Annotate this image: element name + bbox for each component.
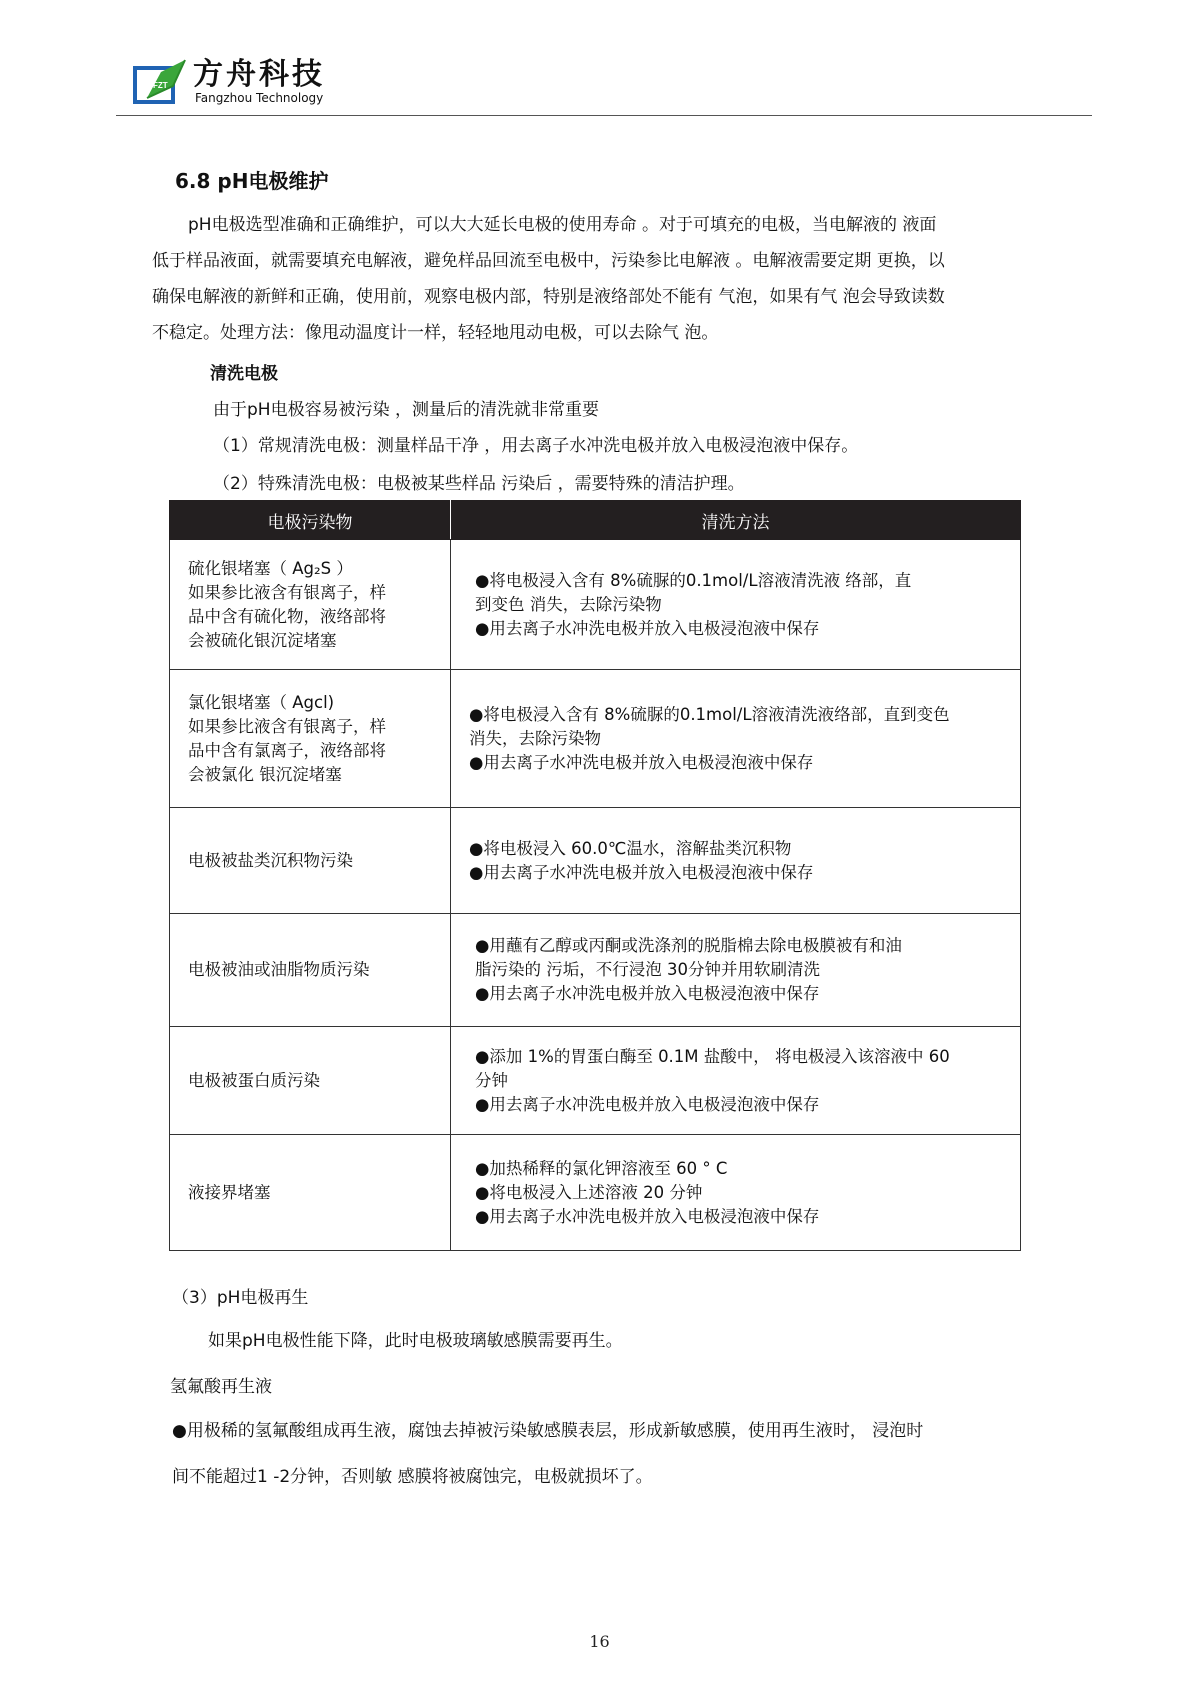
cleaning-heading: 清洗电极 bbox=[210, 364, 278, 384]
contaminant-line: 会被氯化 银沉淀堵塞 bbox=[188, 764, 342, 784]
table-header-row bbox=[170, 501, 1021, 540]
table-row bbox=[170, 670, 1021, 808]
method-cell bbox=[451, 808, 1021, 914]
method-line: ●将电极浸入上述溶液 20 分钟 bbox=[475, 1182, 703, 1202]
method-line: ●将电极浸入 60.0℃温水，溶解盐类沉积物 bbox=[469, 838, 792, 858]
svg-text:FZT: FZT bbox=[153, 81, 168, 90]
method-cell bbox=[451, 540, 1021, 670]
method-line: 消失，去除污染物 bbox=[469, 728, 601, 748]
column-header-method: 清洗方法 bbox=[451, 501, 1021, 540]
company-name-cn: 方舟科技 bbox=[193, 57, 325, 92]
method-line: ●用去离子水冲洗电极并放入电极浸泡液中保存 bbox=[475, 1094, 820, 1114]
header-divider bbox=[116, 115, 1092, 116]
method-line: ●添加 1%的胃蛋白酶至 0.1M 盐酸中， 将电极浸入该溶液中 60 bbox=[475, 1046, 950, 1066]
contaminant-line: 液接界堵塞 bbox=[188, 1182, 271, 1202]
cleaning-methods-table bbox=[169, 500, 1021, 1251]
contaminant-cell bbox=[170, 1027, 451, 1135]
contaminant-cell bbox=[170, 808, 451, 914]
method-line: ●用去离子水冲洗电极并放入电极浸泡液中保存 bbox=[475, 984, 820, 1003]
intro-line-1: pH电极选型准确和正确维护，可以大大延长电极的使用寿命 。对于可填充的电极，当电解液的 液面 bbox=[188, 215, 937, 235]
section-title: 6.8 pH电极维护 bbox=[175, 169, 329, 193]
column-header-contaminant: 电极污染物 bbox=[170, 501, 451, 540]
method-line: ●用去离子水冲洗电极并放入电极浸泡液中保存 bbox=[469, 862, 814, 882]
company-name-en: Fangzhou Technology bbox=[195, 91, 324, 105]
contaminant-cell bbox=[170, 670, 451, 808]
contaminant-line: 品中含有硫化物，液络部将 bbox=[188, 606, 386, 626]
method-line: 分钟 bbox=[475, 1070, 508, 1090]
contaminant-line: 品中含有氯离子，液络部将 bbox=[188, 740, 386, 760]
contaminant-line: 硫化银堵塞（ Ag₂S ） bbox=[188, 558, 353, 578]
table-row bbox=[170, 914, 1021, 1027]
method-cell bbox=[451, 1135, 1021, 1251]
regeneration-line: 如果pH电极性能下降，此时电极玻璃敏感膜需要再生。 bbox=[208, 1331, 623, 1351]
method-line: ●用蘸有乙醇或丙酮或洗涤剂的脱脂棉去除电极膜被有和油 bbox=[475, 936, 902, 955]
method-line: 到变色 消失，去除污染物 bbox=[475, 594, 662, 614]
method-line: ●用去离子水冲洗电极并放入电极浸泡液中保存 bbox=[475, 618, 820, 638]
method-cell bbox=[451, 670, 1021, 808]
hf-solution-heading: 氢氟酸再生液 bbox=[170, 1377, 272, 1397]
regeneration-heading: （3）pH电极再生 bbox=[172, 1288, 309, 1308]
method-line: ●用去离子水冲洗电极并放入电极浸泡液中保存 bbox=[469, 752, 814, 772]
contaminant-line: 会被硫化银沉淀堵塞 bbox=[188, 630, 337, 650]
company-logo bbox=[133, 56, 463, 108]
method-cell bbox=[451, 914, 1021, 1027]
contaminant-cell bbox=[170, 540, 451, 670]
table-row bbox=[170, 540, 1021, 670]
intro-line-3: 确保电解液的新鲜和正确，使用前，观察电极内部，特别是液络部处不能有 气泡，如果有气 泡会导致读数 bbox=[152, 287, 945, 307]
page-number: 16 bbox=[589, 1632, 610, 1651]
table-row bbox=[170, 808, 1021, 914]
method-line: ●用去离子水冲洗电极并放入电极浸泡液中保存 bbox=[475, 1206, 820, 1226]
method-line: ●将电极浸入含有 8%硫脲的0.1mol/L溶液清洗液 络部，直 bbox=[475, 570, 912, 590]
hf-bullet-line-2: 间不能超过1 -2分钟，否则敏 感膜将被腐蚀完，电极就损坏了。 bbox=[172, 1467, 653, 1487]
contaminant-line: 电极被油或油脂物质污染 bbox=[188, 960, 370, 979]
method-line: ●加热稀释的氯化钾溶液至 60 ° C bbox=[475, 1158, 728, 1178]
table-row bbox=[170, 1027, 1021, 1135]
contaminant-line: 如果参比液含有银离子，样 bbox=[188, 582, 386, 602]
table-row bbox=[170, 1135, 1021, 1251]
contaminant-line: 电极被盐类沉积物污染 bbox=[188, 850, 353, 870]
cleaning-line-2: （1）常规清洗电极：测量样品干净 ，用去离子水冲洗电极并放入电极浸泡液中保存。 bbox=[213, 436, 859, 456]
fzt-logo-icon bbox=[133, 58, 191, 106]
contaminant-line: 如果参比液含有银离子，样 bbox=[188, 716, 386, 736]
contaminant-line: 电极被蛋白质污染 bbox=[188, 1070, 320, 1090]
cleaning-line-1: 由于pH电极容易被污染 ，测量后的清洗就非常重要 bbox=[213, 400, 599, 420]
hf-bullet-line-1: ●用极稀的氢氟酸组成再生液，腐蚀去掉被污染敏感膜表层，形成新敏感膜，使用再生液时， 浸泡时 bbox=[172, 1421, 924, 1441]
cleaning-line-3: （2）特殊清洗电极：电极被某些样品 污染后 ，需要特殊的清洁护理。 bbox=[213, 474, 745, 494]
method-cell bbox=[451, 1027, 1021, 1135]
method-line: ●将电极浸入含有 8%硫脲的0.1mol/L溶液清洗液络部，直到变色 bbox=[469, 704, 950, 724]
intro-line-4: 不稳定。处理方法：像甩动温度计一样，轻轻地甩动电极，可以去除气 泡。 bbox=[152, 323, 719, 343]
intro-line-2: 低于样品液面，就需要填充电解液，避免样品回流至电极中，污染参比电解液 。电解液需要定期 更换，以 bbox=[152, 251, 945, 271]
method-line: 脂污染的 污垢，不行浸泡 30分钟并用软刷清洗 bbox=[475, 960, 820, 979]
contaminant-cell bbox=[170, 1135, 451, 1251]
contaminant-line: 氯化银堵塞（ Agcl) bbox=[188, 692, 335, 712]
contaminant-cell bbox=[170, 914, 451, 1027]
